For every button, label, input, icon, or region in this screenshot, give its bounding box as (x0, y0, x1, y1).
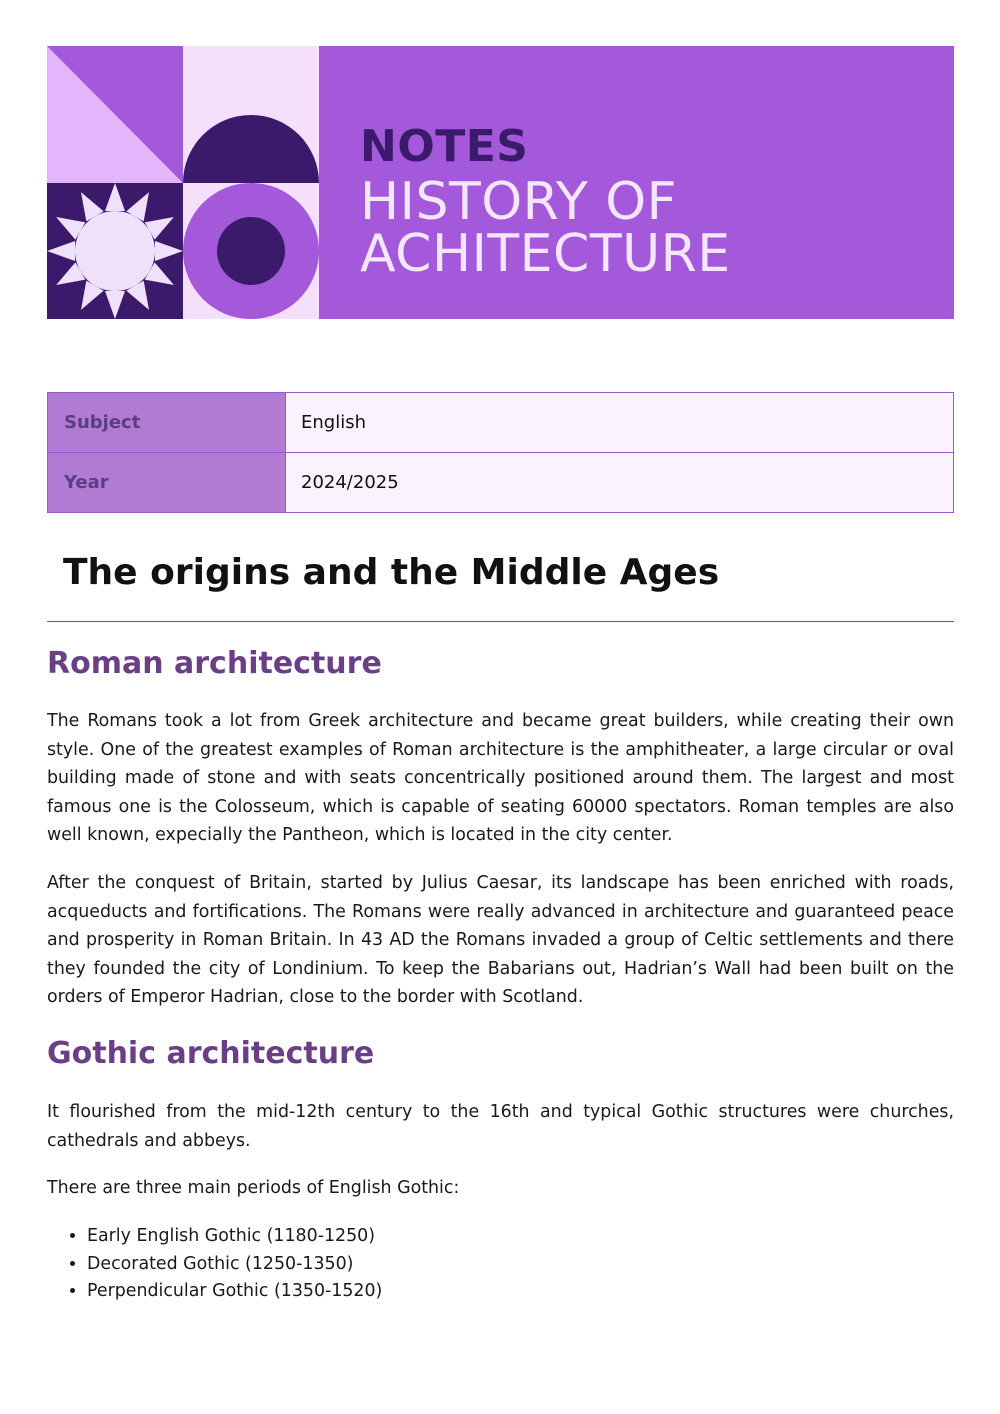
info-row-subject (48, 393, 953, 452)
gothic-heading: Gothic architecture (47, 1036, 375, 1071)
info-value: English (286, 393, 953, 452)
divider (47, 621, 954, 622)
info-table (47, 392, 954, 513)
roman-paragraph-1: The Romans took a lot from Greek architecture and became great builders, while creating their own style. One of the greatest examples of Roman architecture is the amphitheater, a large circular or oval building made of stone and with seats concentrically positioned around them. The largest and most famous one is the Colosseum, which is capable of seating 60000 spectators. Roman temples are also well known, expecially the Pantheon, which is located in the city center. (47, 711, 954, 845)
banner-label: NOTES (360, 121, 529, 172)
banner-text (360, 121, 731, 284)
roman-paragraph-2: After the conquest of Britain, started by Julius Caesar, its landscape has been enriched with roads, acqueducts and fortifications. The Romans were really advanced in architecture and guaranteed peace and prosperity in Roman Britain. In 43 AD the Romans invaded a group of Celtic settlements and there they founded the city of Londinium. To keep the Babarians out, Hadrian’s Wall had been built on the orders of Emperor Hadrian, close to the border with Scotland. (47, 873, 954, 1007)
list-item: • Decorated Gothic (1250-1350) (87, 1251, 382, 1279)
info-row-year (48, 452, 953, 512)
list-item: • Perpendicular Gothic (1350-1520) (87, 1278, 382, 1306)
roman-heading: Roman architecture (47, 646, 382, 681)
info-key: Subject (48, 393, 286, 452)
list-item: • Early English Gothic (1180-1250) (87, 1223, 382, 1251)
banner-title-line2: ACHITECTURE (360, 224, 731, 284)
geometric-pattern-icon (47, 46, 319, 319)
section-title: The origins and the Middle Ages (63, 552, 720, 593)
info-value: 2024/2025 (286, 453, 953, 512)
info-key: Year (48, 453, 286, 512)
header-banner (47, 46, 954, 319)
gothic-paragraph-2: There are three main periods of English Gothic: (47, 1178, 460, 1198)
banner-title-line1: HISTORY OF (360, 172, 678, 232)
gothic-periods-list (47, 1223, 382, 1306)
gothic-paragraph-1: It flourished from the mid-12th century to the 16th and typical Gothic structures were churches, cathedrals and abbeys. (47, 1102, 954, 1151)
